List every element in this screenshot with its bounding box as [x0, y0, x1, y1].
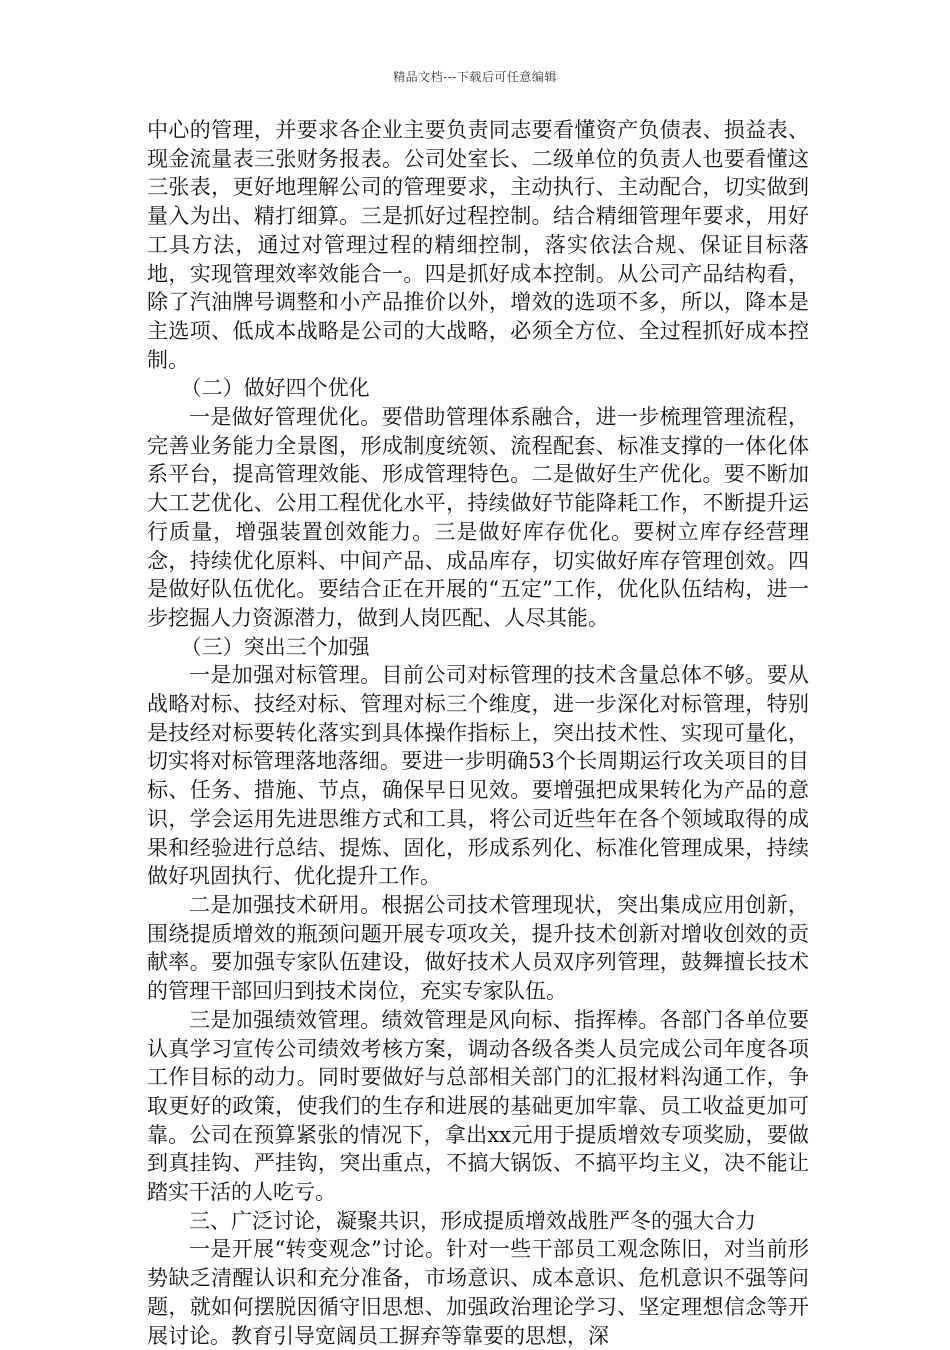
section-heading-three-strengthenings: （三）突出三个加强 [180, 634, 370, 659]
paragraph: 一是加强对标管理。目前公司对标管理的技术含量总体不够。要从战略对标、技经对标、管理对标三个维度，进一步深化对标管理，特别是技经对标要转化落实到具体操作指标上，突出技术性、实现可量化，切实将对标管理落地落细。要进一步明确53个长周期运行攻关项目的目标、任务、措施、节点，确保早日见效。要增强把成果转化为产品的意识，学会运用先进思维方式和工具，将公司近些年在各个领域取得的成果和经验进行总结、提炼、固化，形成系列化、标准化管理成果，持续做好巩固执行、优化提升工作。 [147, 663, 809, 889]
page-header: 精品文档---下载后可任意编辑 [393, 70, 557, 84]
section-heading-broad-discussion: 三、广泛讨论，凝聚共识，形成提质增效战胜严冬的强大合力 [189, 1208, 756, 1233]
paragraph: 一是开展“转变观念”讨论。针对一些干部员工观念陈旧，对当前形势缺乏清醒认识和充分准备，市场意识、成本意识、危机意识不强等问题，就如何摆脱因循守旧思想、加强政治理论学习、坚定理想信念等开展讨论。教育引导宽阔员工摒弃等靠要的思想，深 [147, 1237, 809, 1348]
document-body [147, 116, 809, 1350]
paragraph: 三是加强绩效管理。绩效管理是风向标、指挥棒。各部门各单位要认真学习宣传公司绩效考核方案，调动各级各类人员完成公司年度各项工作目标的动力。同时要做好与总部相关部门的汇报材料沟通工作，争取更好的政策，使我们的生存和进展的基础更加牢靠、员工收益更加可靠。公司在预算紧张的情况下，拿出xx元用于提质增效专项奖励，要做到真挂钩、严挂钩，突出重点，不搞大锅饭、不搞平均主义，决不能让踏实干活的人吃亏。 [147, 1007, 809, 1205]
paragraph: 一是做好管理优化。要借助管理体系融合，进一步梳理管理流程，完善业务能力全景图，形成制度统领、流程配套、标准支撑的一体化体系平台，提高管理效能、形成管理特色。二是做好生产优化。要不断加大工艺优化、公用工程优化水平，持续做好节能降耗工作，不断提升运行质量，增强装置创效能力。三是做好库存优化。要树立库存经营理念，持续优化原料、中间产品、成品库存，切实做好库存管理创效。四是做好队伍优化。要结合正在开展的“五定”工作，优化队伍结构，进一步挖掘人力资源潜力，做到人岗匹配、人尽其能。 [147, 405, 809, 630]
paragraph: 二是加强技术研用。根据公司技术管理现状，突出集成应用创新，围绕提质增效的瓶颈问题开展专项攻关，提升技术创新对增收创效的贡献率。要加强专家队伍建设，做好技术人员双序列管理，鼓舞擅长技术的管理干部回归到技术岗位，充实专家队伍。 [147, 892, 809, 1004]
paragraph-continuation: 中心的管理，并要求各企业主要负责同志要看懂资产负债表、损益表、现金流量表三张财务报表。公司处室长、二级单位的负责人也要看懂这三张表，更好地理解公司的管理要求，主动执行、主动配合，切实做到量入为出、精打细算。三是抓好过程控制。结合精细管理年要求，用好工具方法，通过对管理过程的精细控制，落实依法合规、保证目标落地，实现管理效率效能合一。四是抓好成本控制。从公司产品结构看，除了汽油牌号调整和小产品推价以外，增效的选项不多，所以，降本是主选项、低成本战略是公司的大战略，必须全方位、全过程抓好成本控制。 [147, 118, 809, 372]
section-heading-four-optimizations: （二）做好四个优化 [180, 376, 370, 401]
